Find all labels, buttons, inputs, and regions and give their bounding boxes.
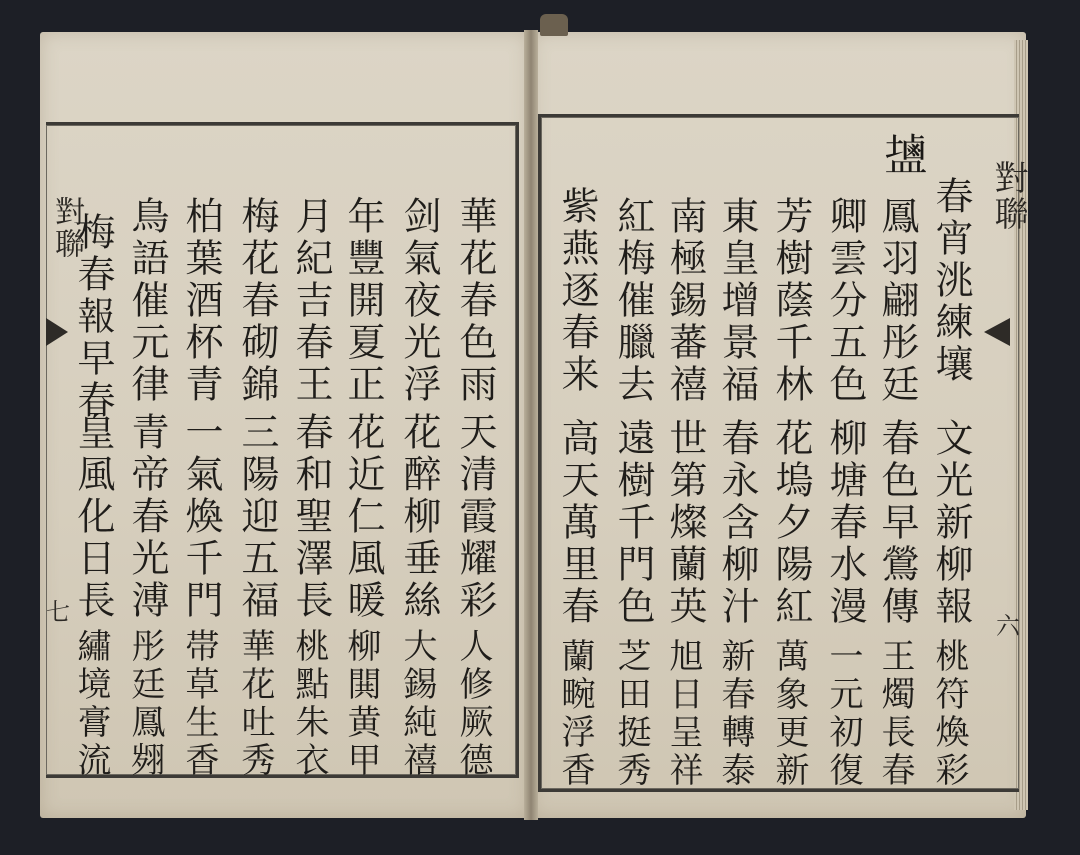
left-page-border (46, 122, 519, 778)
book-gutter (524, 30, 538, 820)
right-side-tab: 對聯 (988, 160, 1028, 232)
couplet-col-top: 春宵洮練壤 (929, 176, 973, 386)
couplet-col-mid: 青帝春光溥 (125, 412, 169, 622)
couplet-col-mid: 花塢夕陽紅 (769, 418, 813, 628)
couplet-col-bottom: 繡境膏流 (71, 628, 111, 780)
couplet-col-top: 南極錫蕃禧 (663, 196, 707, 406)
couplet-col-mid: 天清霞耀彩 (453, 412, 497, 622)
couplet-col-bottom: 人修厥德 (453, 628, 493, 780)
right-page-number: 六 (996, 612, 1020, 640)
couplet-col-bottom: 柳閧黄甲 (341, 628, 381, 780)
couplet-col-mid: 遠樹千門色 (611, 418, 655, 628)
couplet-col-top: 卿雲分五色 (823, 196, 867, 406)
couplet-col-top: 梅春報早春 (71, 212, 115, 422)
right-fish-tail-mark (984, 318, 1010, 346)
couplet-col-bottom: 帯草生香 (179, 628, 219, 780)
couplet-col-bottom: 新春轉泰 (715, 638, 755, 790)
couplet-col-bottom: 一元初復 (823, 638, 863, 790)
couplet-col-top: 剑氣夜光浮 (397, 196, 441, 406)
couplet-col-bottom: 萬象更新 (769, 638, 809, 790)
couplet-col-bottom: 桃點朱衣 (289, 628, 329, 780)
couplet-col-top: 鳳羽翩彤廷 (875, 196, 919, 406)
couplet-col-bottom: 芝田挺秀 (611, 638, 651, 790)
couplet-col-top: 紅梅催臘去 (611, 196, 655, 406)
couplet-col-top: 鳥語催元律 (125, 196, 169, 406)
couplet-col-mid: 花醉柳垂絲 (397, 412, 441, 622)
left-page-number: 七 (46, 598, 70, 626)
left-fish-tail-mark (46, 318, 68, 346)
section-heading: 𪉩 (884, 131, 928, 182)
couplet-col-bottom: 大錫純禧 (397, 628, 437, 780)
couplet-col-top: 芳樹蔭千林 (769, 196, 813, 406)
couplet-col-mid: 三陽迎五福 (235, 412, 279, 622)
couplet-col-top: 東皇增景福 (715, 196, 759, 406)
couplet-col-top: 年豐開夏正 (341, 196, 385, 406)
couplet-col-mid: 文光新柳報 (929, 418, 973, 628)
couplet-col-mid: 春和聖澤長 (289, 412, 333, 622)
couplet-col-top: 柏葉酒杯青 (179, 196, 223, 406)
couplet-col-mid: 高天萬里春 (555, 418, 599, 628)
couplet-col-bottom: 彤廷鳳翙 (125, 628, 165, 780)
couplet-col-mid: 花近仁風暖 (341, 412, 385, 622)
couplet-col-bottom: 王燭長春 (875, 638, 915, 790)
couplet-col-mid: 春色早鶯傳 (875, 418, 919, 628)
couplet-col-bottom: 旭日呈祥 (663, 638, 703, 790)
binding-knot (540, 14, 568, 36)
couplet-col-mid: 春永含柳汁 (715, 418, 759, 628)
couplet-col-top: 華花春色雨 (453, 196, 497, 406)
couplet-col-mid: 世第燦蘭英 (663, 418, 707, 628)
couplet-col-bottom: 華花吐秀 (235, 628, 275, 780)
left-side-tab: 對聯 (49, 196, 84, 260)
couplet-col-top: 梅花春砌錦 (235, 196, 279, 406)
couplet-col-top: 月紀吉春王 (289, 196, 333, 406)
couplet-col-mid: 柳塘春水漫 (823, 418, 867, 628)
couplet-col-mid: 皇風化日長 (71, 412, 115, 622)
couplet-col-bottom: 蘭畹浮香 (555, 638, 595, 790)
couplet-col-mid: 一氣煥千門 (179, 412, 223, 622)
couplet-col-top: 紫燕逐春来 (555, 186, 599, 396)
couplet-col-bottom: 桃符煥彩 (929, 638, 969, 790)
